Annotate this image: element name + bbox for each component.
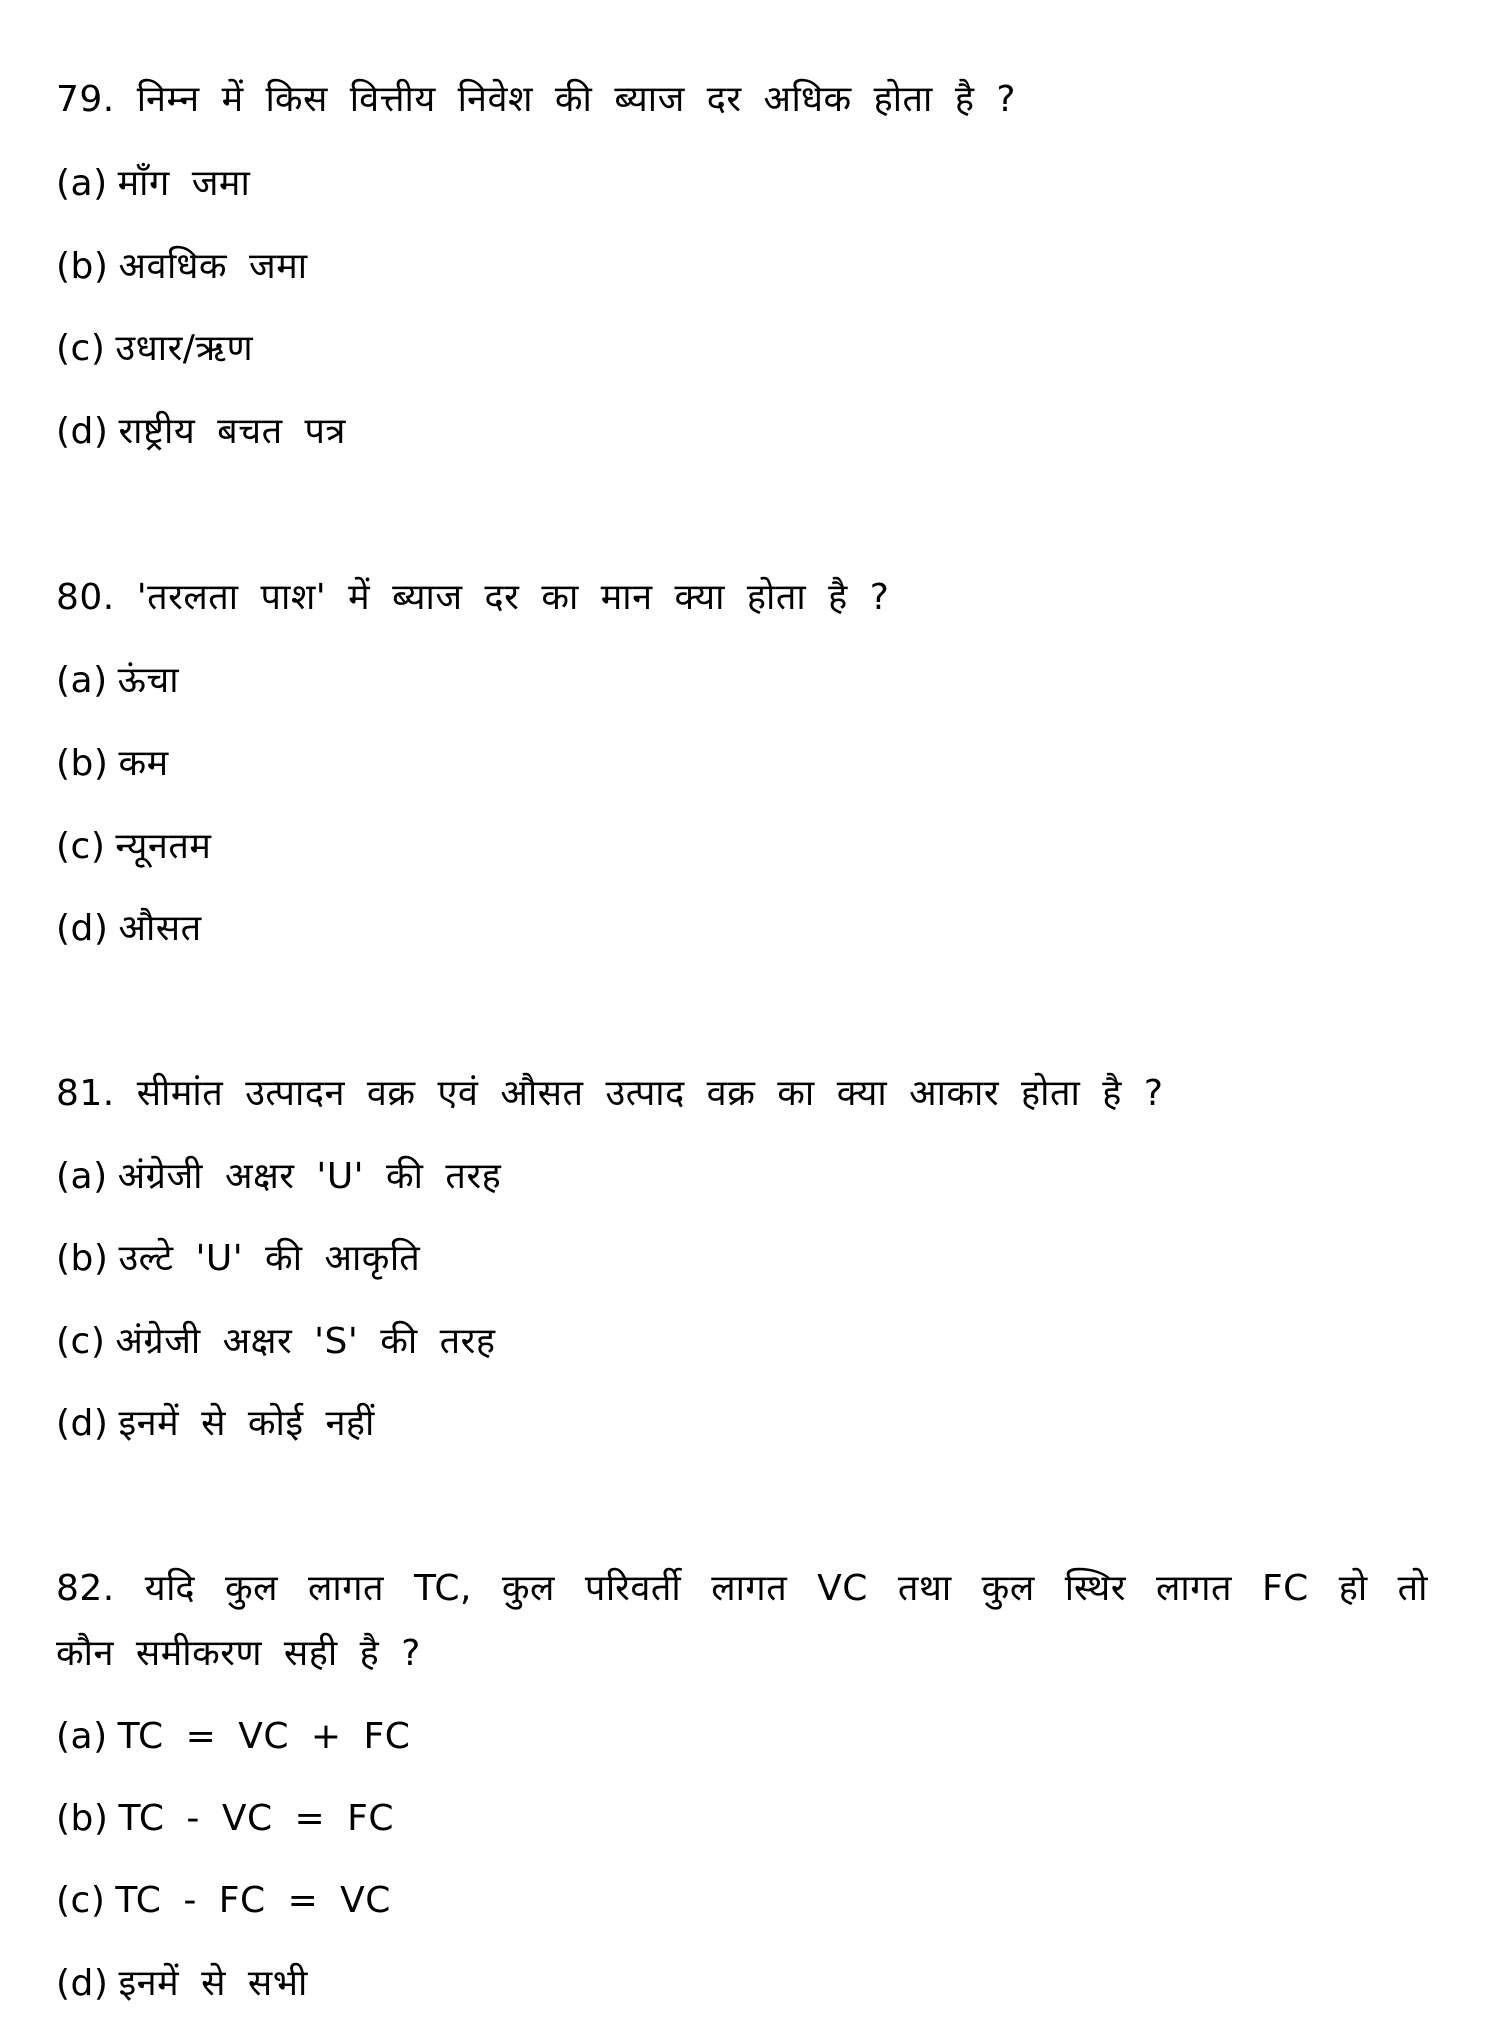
option-label: (c)	[56, 1880, 106, 1921]
question-79	[56, 76, 1016, 124]
option-label: (a)	[56, 1716, 108, 1757]
option-label: (a)	[56, 660, 108, 701]
option-text: TC - VC = FC	[118, 1798, 395, 1839]
option-text: इनमें से सभी	[118, 1963, 308, 2004]
option-label: (b)	[56, 1798, 109, 1839]
option-label: (b)	[56, 743, 109, 784]
option-text: न्यूनतम	[115, 826, 212, 867]
option-label: (d)	[56, 1403, 109, 1444]
option-80-b	[56, 740, 169, 788]
option-label: (d)	[56, 908, 109, 949]
question-82-line-2	[56, 1630, 421, 1678]
option-79-d	[56, 408, 346, 456]
question-text: 'तरलता पाश' में ब्याज दर का मान क्या होता है ?	[136, 577, 890, 618]
option-79-b	[56, 243, 308, 291]
question-80	[56, 574, 889, 622]
option-79-c	[56, 325, 253, 373]
option-label: (c)	[56, 826, 106, 867]
option-text: TC = VC + FC	[117, 1716, 411, 1757]
option-label: (d)	[56, 1963, 109, 2004]
option-81-b	[56, 1235, 420, 1283]
option-label: (c)	[56, 1321, 106, 1362]
question-text: कौन समीकरण सही है ?	[56, 1633, 421, 1674]
question-number: 81.	[56, 1073, 115, 1114]
option-82-c	[56, 1877, 391, 1925]
option-81-c	[56, 1318, 496, 1366]
question-number: 80.	[56, 577, 115, 618]
question-text: यदि कुल लागत TC, कुल परिवर्ती लागत VC तथा कुल स्थिर लागत FC हो तो	[144, 1568, 1428, 1609]
option-text: ऊंचा	[117, 660, 180, 701]
option-text: औसत	[118, 908, 202, 949]
option-82-d	[56, 1960, 308, 2008]
option-label: (b)	[56, 1238, 109, 1279]
question-number: 82.	[56, 1568, 115, 1609]
option-text: माँग जमा	[117, 163, 251, 204]
option-81-d	[56, 1400, 375, 1448]
option-80-d	[56, 905, 202, 953]
option-text: कम	[118, 743, 169, 784]
option-text: उधार/ऋण	[115, 328, 254, 369]
option-label: (a)	[56, 1156, 108, 1197]
option-text: अंग्रेजी अक्षर 'S' की तरह	[115, 1321, 496, 1362]
option-label: (d)	[56, 411, 109, 452]
option-81-a	[56, 1153, 501, 1201]
question-text: निम्न में किस वित्तीय निवेश की ब्याज दर अधिक होता है ?	[136, 79, 1016, 120]
option-79-a	[56, 160, 250, 208]
question-82-line-1	[56, 1565, 1428, 1613]
option-text: इनमें से कोई नहीं	[118, 1403, 375, 1444]
option-text: अंग्रेजी अक्षर 'U' की तरह	[117, 1156, 502, 1197]
option-text: राष्ट्रीय बचत पत्र	[118, 411, 346, 452]
option-80-a	[56, 657, 179, 705]
option-text: उल्टे 'U' की आकृति	[118, 1238, 421, 1279]
option-label: (c)	[56, 328, 106, 369]
question-81	[56, 1070, 1163, 1118]
option-82-b	[56, 1795, 394, 1843]
question-number: 79.	[56, 79, 115, 120]
question-text: सीमांत उत्पादन वक्र एवं औसत उत्पाद वक्र का क्या आकार होता है ?	[136, 1073, 1164, 1114]
option-80-c	[56, 823, 211, 871]
option-text: TC - FC = VC	[115, 1880, 391, 1921]
option-label: (a)	[56, 163, 108, 204]
option-text: अवधिक जमा	[118, 246, 308, 287]
option-82-a	[56, 1713, 410, 1761]
option-label: (b)	[56, 246, 109, 287]
